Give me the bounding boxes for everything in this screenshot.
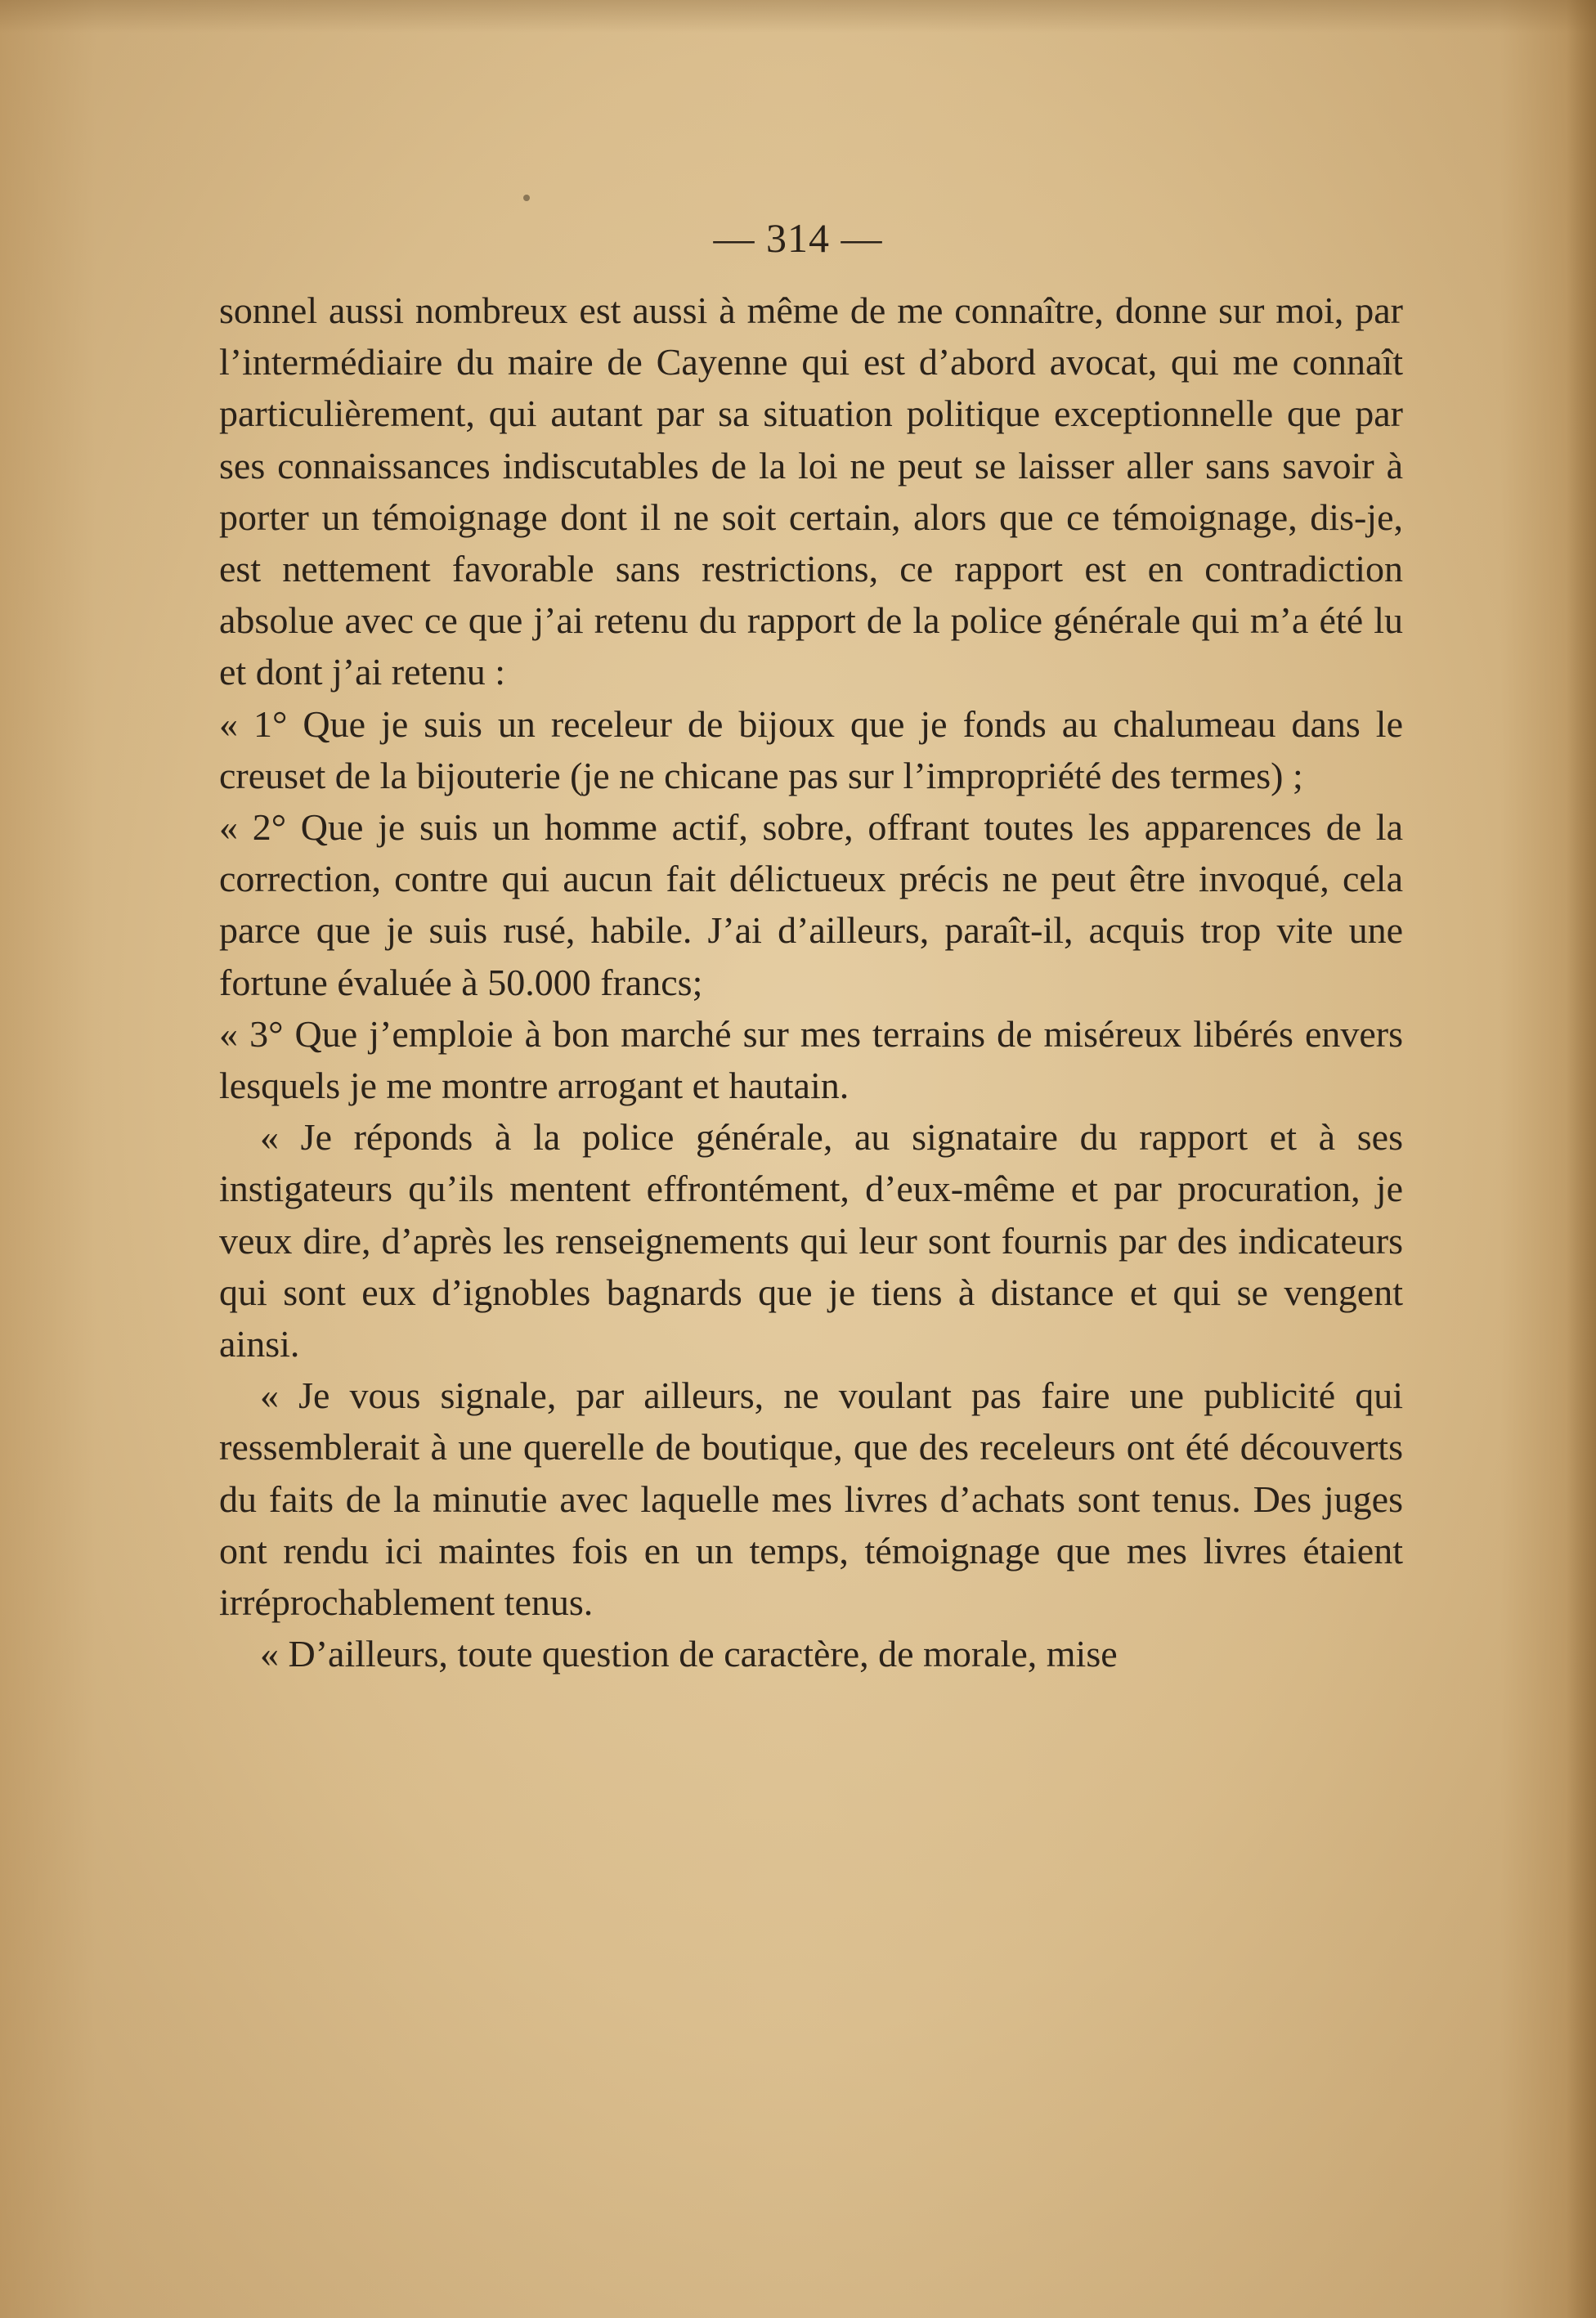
paragraph-point-1: « 1° Que je suis un receleur de bijoux que je fonds au chalumeau dans le creuset de la bijouterie (je ne chicane pas sur l’impropriété des termes) ; (219, 702, 1403, 796)
paragraph-continuation: sonnel aussi nombreux est aussi à même de me connaître, donne sur moi, par l’intermédiaire du maire de Cayenne qui est d’abord avocat, qui me connaît particulièrement, qui autant par sa situation politique exceptionnelle que par ses connaissances indiscutables de la loi ne peut se laisser aller sans savoir à porter un témoignage dont il ne soit certain, alors que ce témoignage, dis-je, est nettement favorable sans restrictions, ce rapport est en contradiction absolue avec ce que j’ai retenu du rapport de la police générale qui m’a été lu et dont j’ai retenu : (219, 289, 1403, 693)
page-number: — 314 — (713, 215, 883, 261)
paragraph-reply: « Je réponds à la police générale, au signataire du rapport et à ses instigateurs qu’ils mentent effrontément, d’eux-même et par procuration, je veux dire, d’après les renseignements qui leur sont fournis par des indicateurs qui sont eux d’ignobles bagnards que je tiens à distance et qui se vengent ainsi. (219, 1116, 1403, 1365)
page-top-shadow (0, 0, 1596, 33)
paragraph-morale: « D’ailleurs, toute question de caractère, de morale, mise (260, 1633, 1118, 1675)
paper-speck (523, 195, 530, 201)
paragraph-signal: « Je vous signale, par ailleurs, ne voulant pas faire une publicité qui ressemblerait à une querelle de boutique, que des receleurs ont été découverts du faits de la minutie avec laquelle mes livres d’achats sont tenus. Des juges ont rendu ici maintes fois en un temps, témoignage que mes livres étaient irréprochablement tenus. (219, 1374, 1403, 1624)
page-right-edge (1567, 0, 1596, 2318)
paragraph-point-3: « 3° Que j’emploie à bon marché sur mes terrains de miséreux libérés envers lesquels je me montre arrogant et hautain. (219, 1012, 1403, 1107)
body-text (219, 285, 1403, 1679)
paragraph-point-2: « 2° Que je suis un homme actif, sobre, offrant toutes les apparences de la correction, contre qui aucun fait délictueux précis ne peut être invoqué, cela parce que je suis rusé, habile. J’ai d’ailleurs, paraît-il, acquis trop vite une fortune évaluée à 50.000 francs; (219, 806, 1403, 1003)
